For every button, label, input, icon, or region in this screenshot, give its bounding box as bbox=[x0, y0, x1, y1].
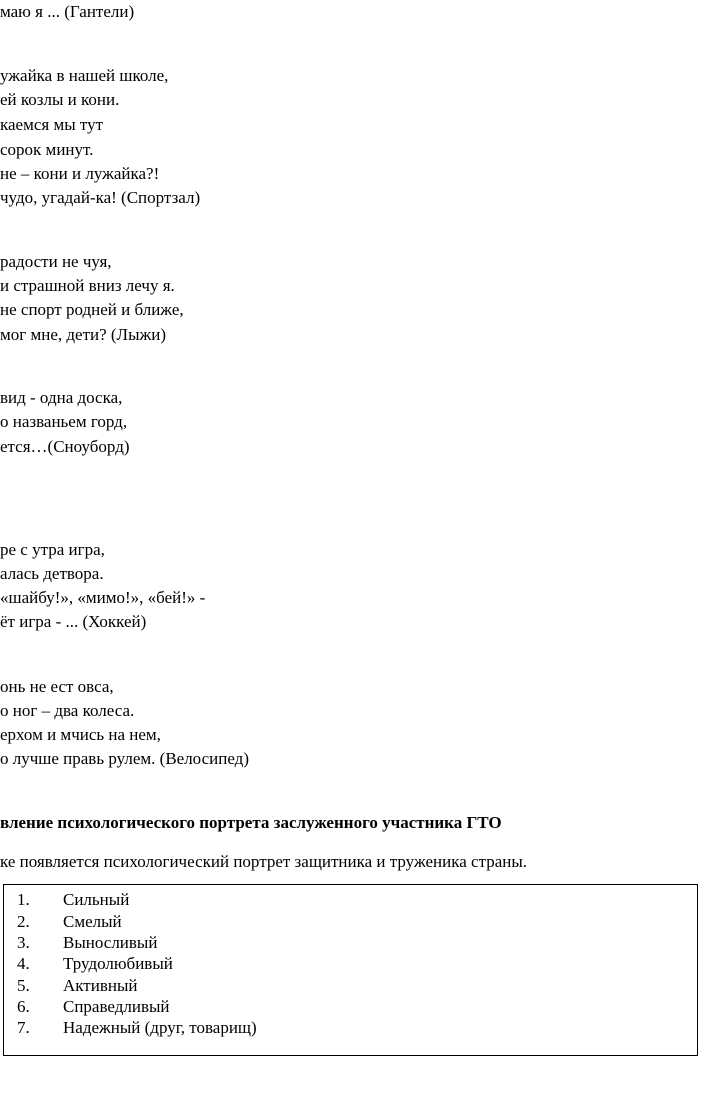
list-item-text: Справедливый bbox=[63, 997, 170, 1016]
riddle-line: онь не ест овса, bbox=[0, 677, 114, 696]
riddle-line: о названьем горд, bbox=[0, 412, 128, 431]
riddle-line: ре с утра игра, bbox=[0, 540, 105, 559]
riddle-line: «шайбу!», «мимо!», «бей!» - bbox=[0, 588, 206, 607]
list-item-text: Активный bbox=[63, 976, 138, 995]
riddle-line: ерхом и мчись на нем, bbox=[0, 725, 161, 744]
list-item-text: Трудолюбивый bbox=[63, 954, 173, 973]
traits-box bbox=[3, 884, 698, 1056]
list-item-text: Смелый bbox=[63, 912, 122, 931]
list-item-number: 4. bbox=[17, 954, 30, 973]
riddle-line: и страшной вниз лечу я. bbox=[0, 276, 175, 295]
list-item-number: 1. bbox=[17, 890, 30, 909]
riddle-line: вид - одна доска, bbox=[0, 388, 123, 407]
riddle-line: о ног – два колеса. bbox=[0, 701, 135, 720]
list-item-text: Выносливый bbox=[63, 933, 158, 952]
riddle-line: не спорт родней и ближе, bbox=[0, 300, 184, 319]
list-item-number: 5. bbox=[17, 976, 30, 995]
riddle-line: маю я ... (Гантели) bbox=[0, 2, 135, 21]
riddle-line: ется…(Сноуборд) bbox=[0, 437, 130, 456]
list-item-number: 3. bbox=[17, 933, 30, 952]
list-item-number: 2. bbox=[17, 912, 30, 931]
riddle-line: ужайка в нашей школе, bbox=[0, 66, 169, 85]
riddle-line: чудо, угадай-ка! (Спортзал) bbox=[0, 188, 201, 207]
riddle-line: не – кони и лужайка?! bbox=[0, 164, 160, 183]
riddle-line: каемся мы тут bbox=[0, 115, 104, 134]
riddle-line: ей козлы и кони. bbox=[0, 90, 120, 109]
riddle-line: мог мне, дети? (Лыжи) bbox=[0, 325, 167, 344]
riddle-line: радости не чуя, bbox=[0, 252, 112, 271]
riddle-line: ёт игра - ... (Хоккей) bbox=[0, 612, 147, 631]
list-item-text: Надежный (друг, товарищ) bbox=[63, 1018, 257, 1037]
riddle-line: алась детвора. bbox=[0, 564, 104, 583]
section-heading: вление психологического портрета заслуженного участника ГТО bbox=[0, 813, 502, 832]
riddle-line: о лучше правь рулем. (Велосипед) bbox=[0, 749, 249, 768]
list-item-text: Сильный bbox=[63, 890, 130, 909]
intro-text: ке появляется психологический портрет защитника и труженика страны. bbox=[0, 852, 528, 871]
list-item-number: 6. bbox=[17, 997, 30, 1016]
riddle-line: сорок минут. bbox=[0, 140, 94, 159]
list-item-number: 7. bbox=[17, 1018, 30, 1037]
